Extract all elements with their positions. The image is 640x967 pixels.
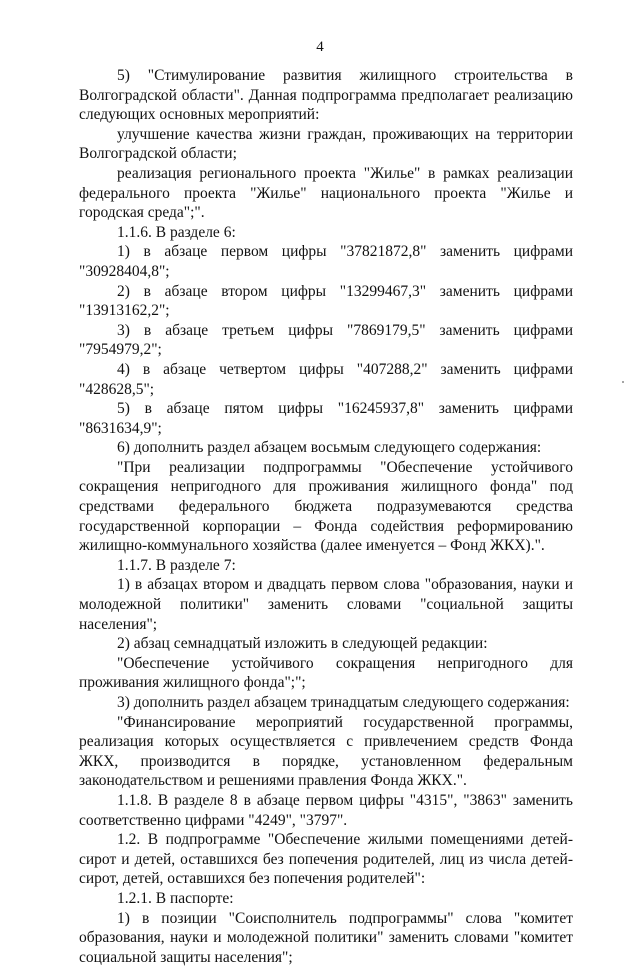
paragraph: 1.1.7. В разделе 7: [117, 556, 236, 574]
paragraph: 1.1.6. В разделе 6: [117, 223, 236, 241]
paragraph: улучшение качества жизни граждан, проживающих на территории Волгоградской области; [79, 125, 573, 163]
paragraph: реализация регионального проекта "Жилье" в рамках реализации федерального проекта "Жилье" национального проекта "Жилье и городская среда";". [79, 164, 573, 222]
page-number: 4 [316, 39, 324, 55]
scan-speck [622, 381, 624, 383]
paragraph: 3) дополнить раздел абзацем тринадцатым следующего содержания: [117, 694, 570, 711]
paragraph: 1) в абзаце первом цифры "37821872,8" заменить цифрами "30928404,8"; [79, 243, 573, 280]
paragraph: 5) "Стимулирование развития жилищного строительства в Волгоградской области". Данная подпрограмма предполагает реализацию следующих основных мероприятий: [79, 67, 573, 124]
paragraph: 1.2.1. В паспорте: [117, 889, 234, 907]
document-body [79, 66, 573, 967]
paragraph: 6) дополнить раздел абзацем восьмым следующего содержания: [117, 439, 542, 457]
paragraph: 1) в абзацах втором и двадцать первом слова "образования, науки и молодежной политики" заменить словами "социальной защиты населения"; [79, 576, 573, 633]
paragraph: 1.2. В подпрограмме "Обеспечение жилыми помещениями детей-сирот и детей, оставшихся без попечения родителей, лиц из числа детей-сирот, детей, оставшихся без попечения родителей": [79, 831, 573, 888]
paragraph: 1) в позиции "Соисполнитель подпрограммы" слова "комитет образования, науки и молодежной политики" заменить словами "комитет социальной защиты населения"; [79, 909, 573, 966]
paragraph: 2) абзац семнадцатый изложить в следующей редакции: [117, 635, 488, 653]
paragraph: "При реализации подпрограммы "Обеспечение устойчивого сокращения непригодного для проживания жилищного фонда" под средствами федерального бюджета подразумеваются средства государственной корпорации – Фонда содействия реформированию жилищно-коммунального хозяйства (далее именуется – Фонд ЖКХ).". [79, 458, 573, 555]
paragraph: "Обеспечение устойчивого сокращения непригодного для проживания жилищного фонда";"; [79, 654, 573, 692]
paragraph: 2) в абзаце втором цифры "13299467,3" заменить цифрами "13913162,2"; [79, 282, 573, 320]
paragraph: "Финансирование мероприятий государственной программы, реализация которых осуществляется с привлечением средств Фонда ЖКХ, производится в порядке, установленном федеральным законодательством и решениями правления Фонда ЖКХ.". [79, 713, 573, 790]
paragraph: 4) в абзаце четвертом цифры "407288,2" заменить цифрами "428628,5"; [79, 360, 573, 398]
paragraph: 5) в абзаце пятом цифры "16245937,8" заменить цифрами "8631634,9"; [79, 400, 573, 437]
paragraph: 1.1.8. В разделе 8 в абзаце первом цифры "4315", "3863" заменить соответственно цифрами "4249", "3797". [79, 791, 573, 829]
paragraph: 3) в абзаце третьем цифры "7869179,5" заменить цифрами "7954979,2"; [79, 321, 573, 359]
